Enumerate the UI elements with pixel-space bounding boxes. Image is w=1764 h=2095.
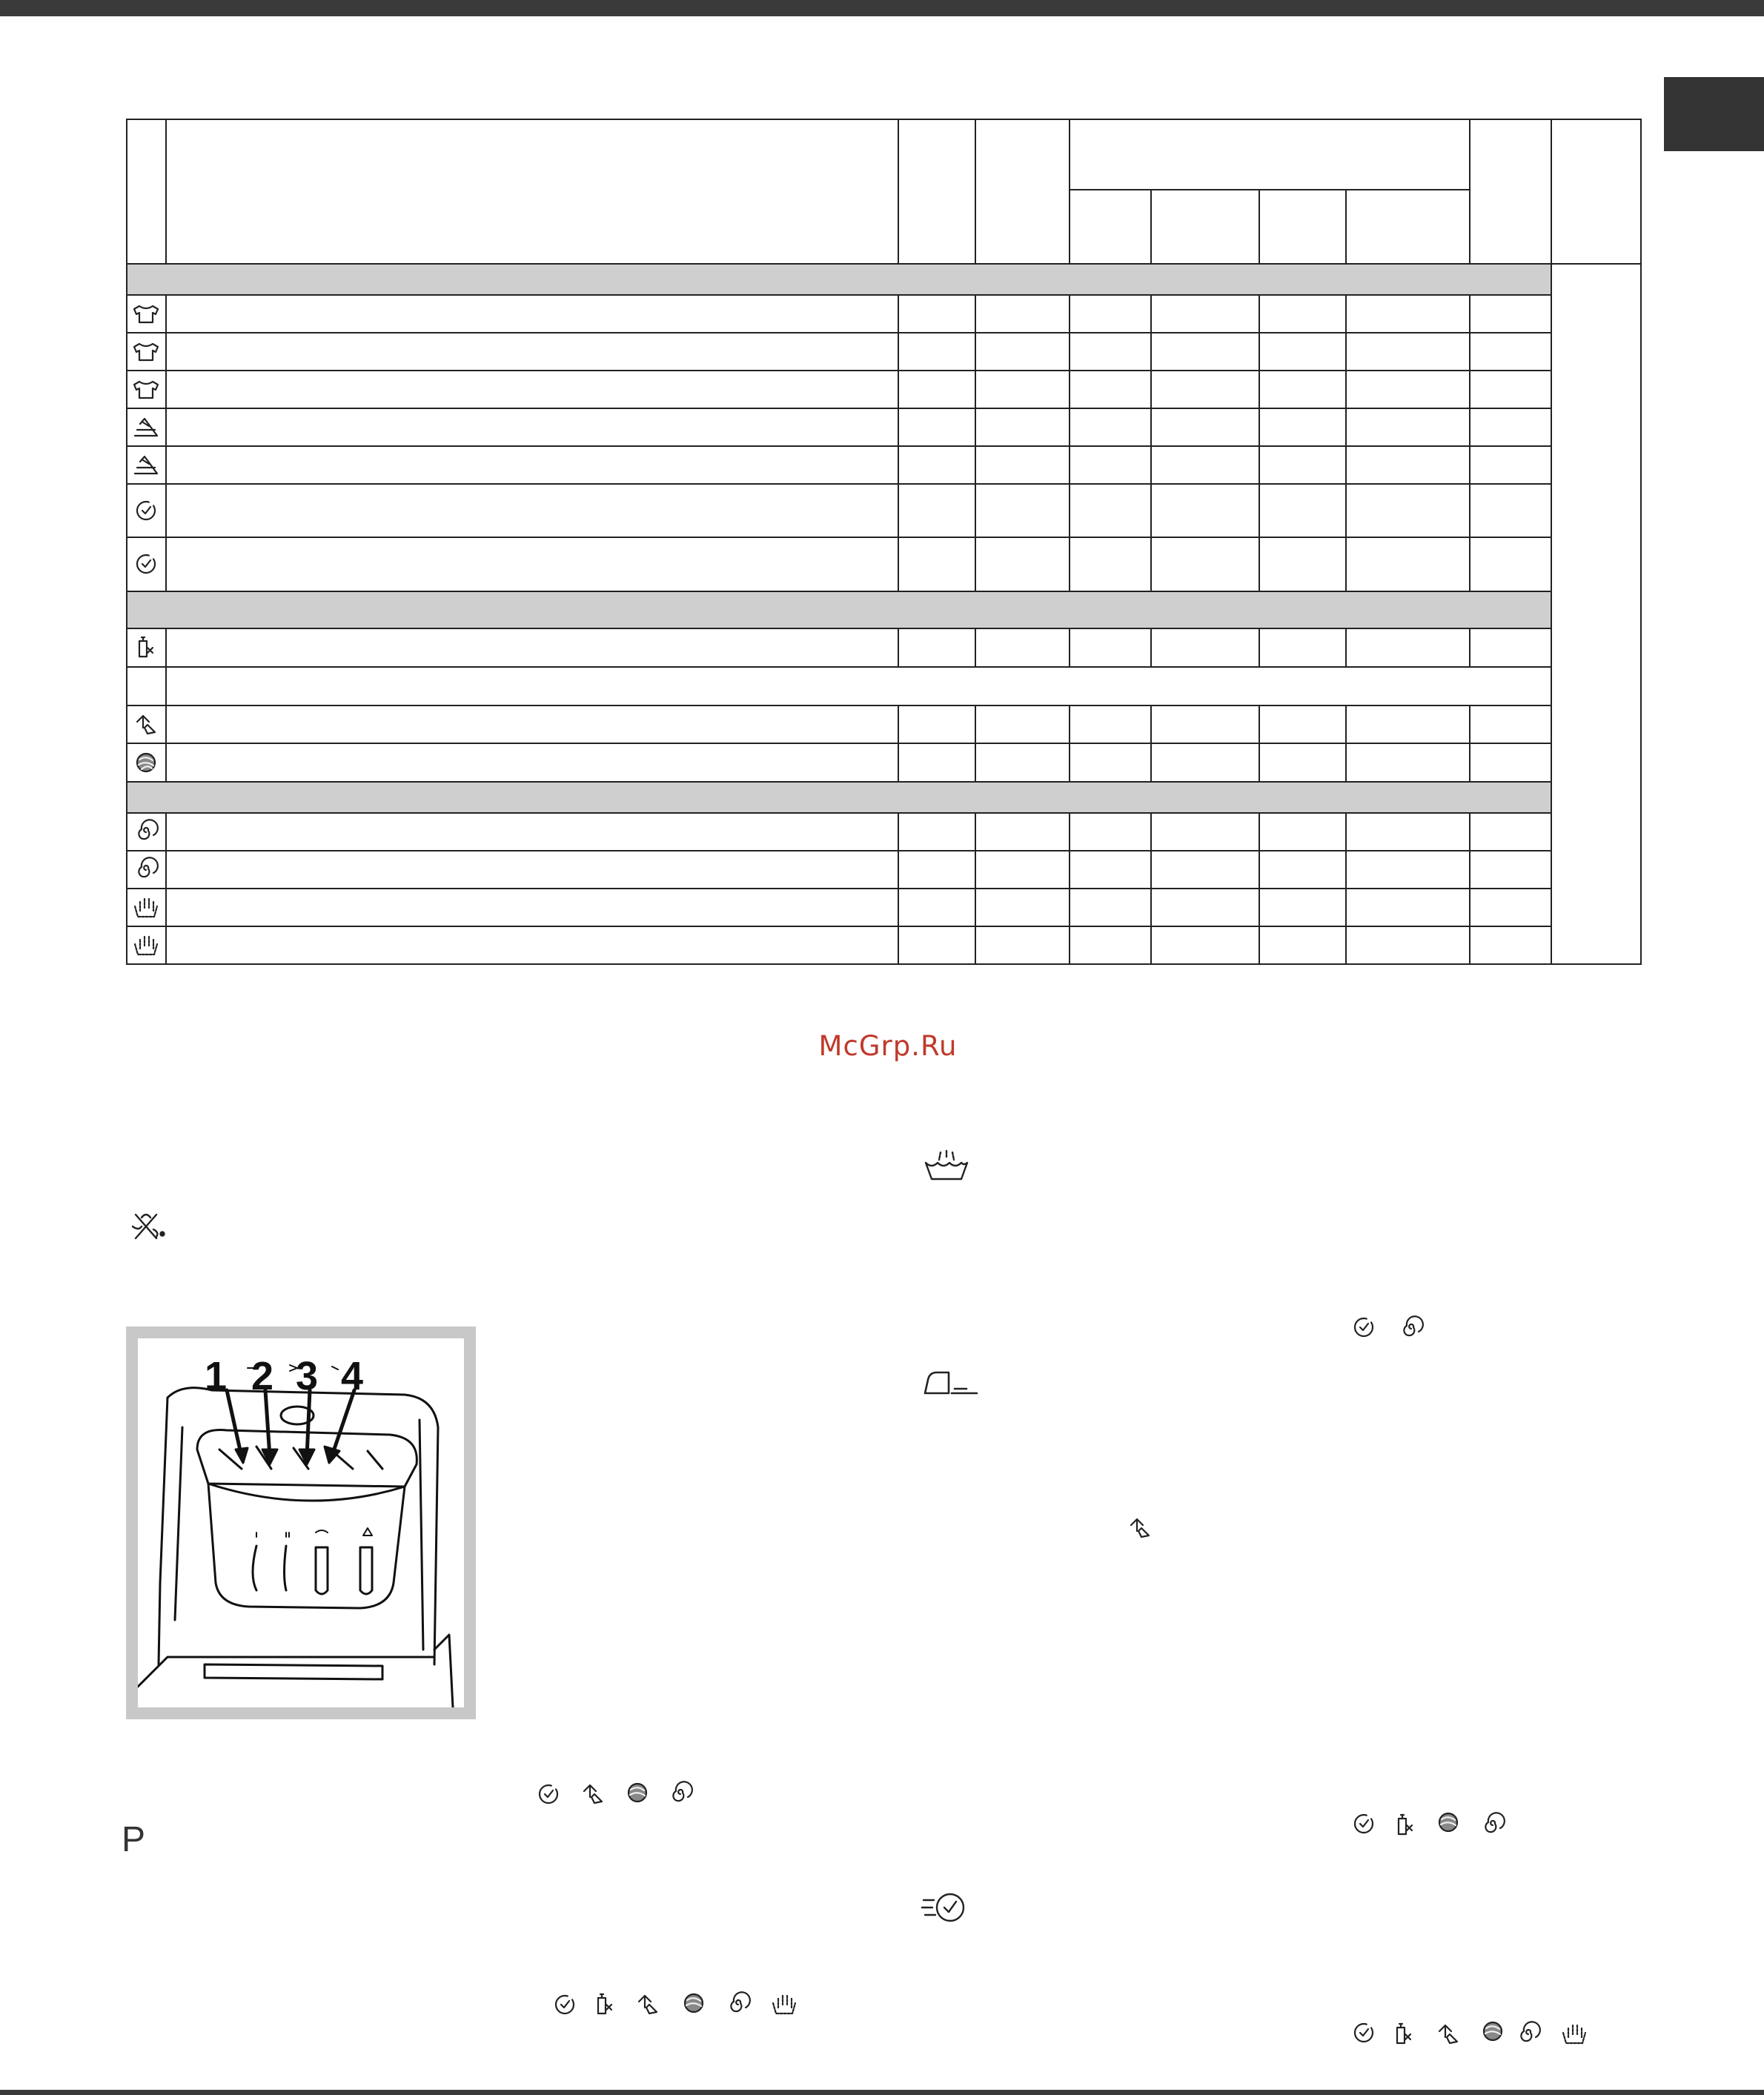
iron-icon bbox=[922, 1364, 981, 1401]
tshirt-icon bbox=[134, 382, 158, 398]
section-band-2 bbox=[126, 591, 1551, 628]
rinse-icon bbox=[1563, 2025, 1585, 2043]
wash-programme-table bbox=[126, 119, 1642, 965]
watermark: McGrp.Ru bbox=[818, 1030, 958, 1062]
rinse-icon bbox=[921, 1147, 972, 1184]
rinse-icon bbox=[135, 899, 157, 917]
section-letter: P bbox=[122, 1820, 146, 1859]
top-border-bar bbox=[0, 0, 1764, 16]
rinse-icon bbox=[773, 1996, 795, 2013]
tshirt-icon bbox=[134, 344, 158, 360]
spin-icon bbox=[1404, 1316, 1423, 1335]
rinse-icon bbox=[135, 937, 157, 954]
quick-wash-icon bbox=[540, 1785, 557, 1803]
wool-icon bbox=[1484, 2022, 1502, 2040]
spin-icon bbox=[731, 1992, 750, 2011]
callout-1: 1 bbox=[205, 1354, 228, 1398]
spin-icon bbox=[139, 857, 158, 877]
quick-wash-icon bbox=[1355, 1815, 1373, 1833]
quick-wash-icon bbox=[1355, 2024, 1373, 2042]
tshirt-icon bbox=[134, 306, 158, 322]
spin-icon bbox=[1485, 1813, 1505, 1832]
detergent-dispenser-figure bbox=[126, 1327, 476, 1719]
language-tab-marker bbox=[1664, 77, 1764, 151]
inline-icon-group-right-1 bbox=[1347, 1312, 1429, 1346]
inline-icon-group-right-2 bbox=[1347, 1808, 1518, 1842]
spin-icon bbox=[139, 820, 158, 839]
spin-icon bbox=[673, 1782, 692, 1801]
stain-icon bbox=[125, 1208, 168, 1245]
table-grid bbox=[126, 119, 1642, 965]
spin-icon bbox=[1521, 2022, 1540, 2041]
callout-3: 3 bbox=[296, 1354, 319, 1398]
inline-icon-group-right-3 bbox=[1347, 2017, 1599, 2051]
inline-icon-group-left-1 bbox=[532, 1777, 695, 1811]
figure-drawing bbox=[138, 1338, 464, 1707]
delicate-icon bbox=[584, 1785, 602, 1803]
delicate-icon bbox=[1439, 2025, 1457, 2043]
delicate-icon bbox=[137, 716, 155, 734]
synthetic-icon bbox=[135, 456, 157, 474]
delicate-icon bbox=[639, 1996, 657, 2013]
express-icon bbox=[921, 1887, 972, 1928]
quick-wash-icon bbox=[556, 1996, 574, 2013]
bottom-border-bar bbox=[0, 2090, 1764, 2095]
baby-icon bbox=[1399, 1815, 1412, 1834]
wool-icon bbox=[629, 1784, 646, 1802]
baby-icon bbox=[1397, 2024, 1410, 2043]
quick-wash-icon bbox=[1355, 1318, 1373, 1336]
section-band-1 bbox=[126, 264, 1551, 295]
delicate-icon bbox=[1125, 1513, 1155, 1543]
baby-icon bbox=[598, 1994, 611, 2013]
quick-wash-icon bbox=[137, 502, 155, 519]
wool-icon bbox=[1439, 1813, 1457, 1831]
callout-2: 2 bbox=[251, 1354, 274, 1398]
quick-wash-icon bbox=[137, 555, 155, 573]
callout-4: 4 bbox=[341, 1354, 364, 1398]
baby-icon bbox=[139, 637, 153, 657]
inline-icon-group-left-2 bbox=[548, 1988, 808, 2022]
wool-icon bbox=[137, 754, 155, 771]
wool-icon bbox=[685, 1994, 703, 2012]
synthetic-icon bbox=[135, 419, 157, 436]
section-band-3 bbox=[126, 782, 1551, 813]
